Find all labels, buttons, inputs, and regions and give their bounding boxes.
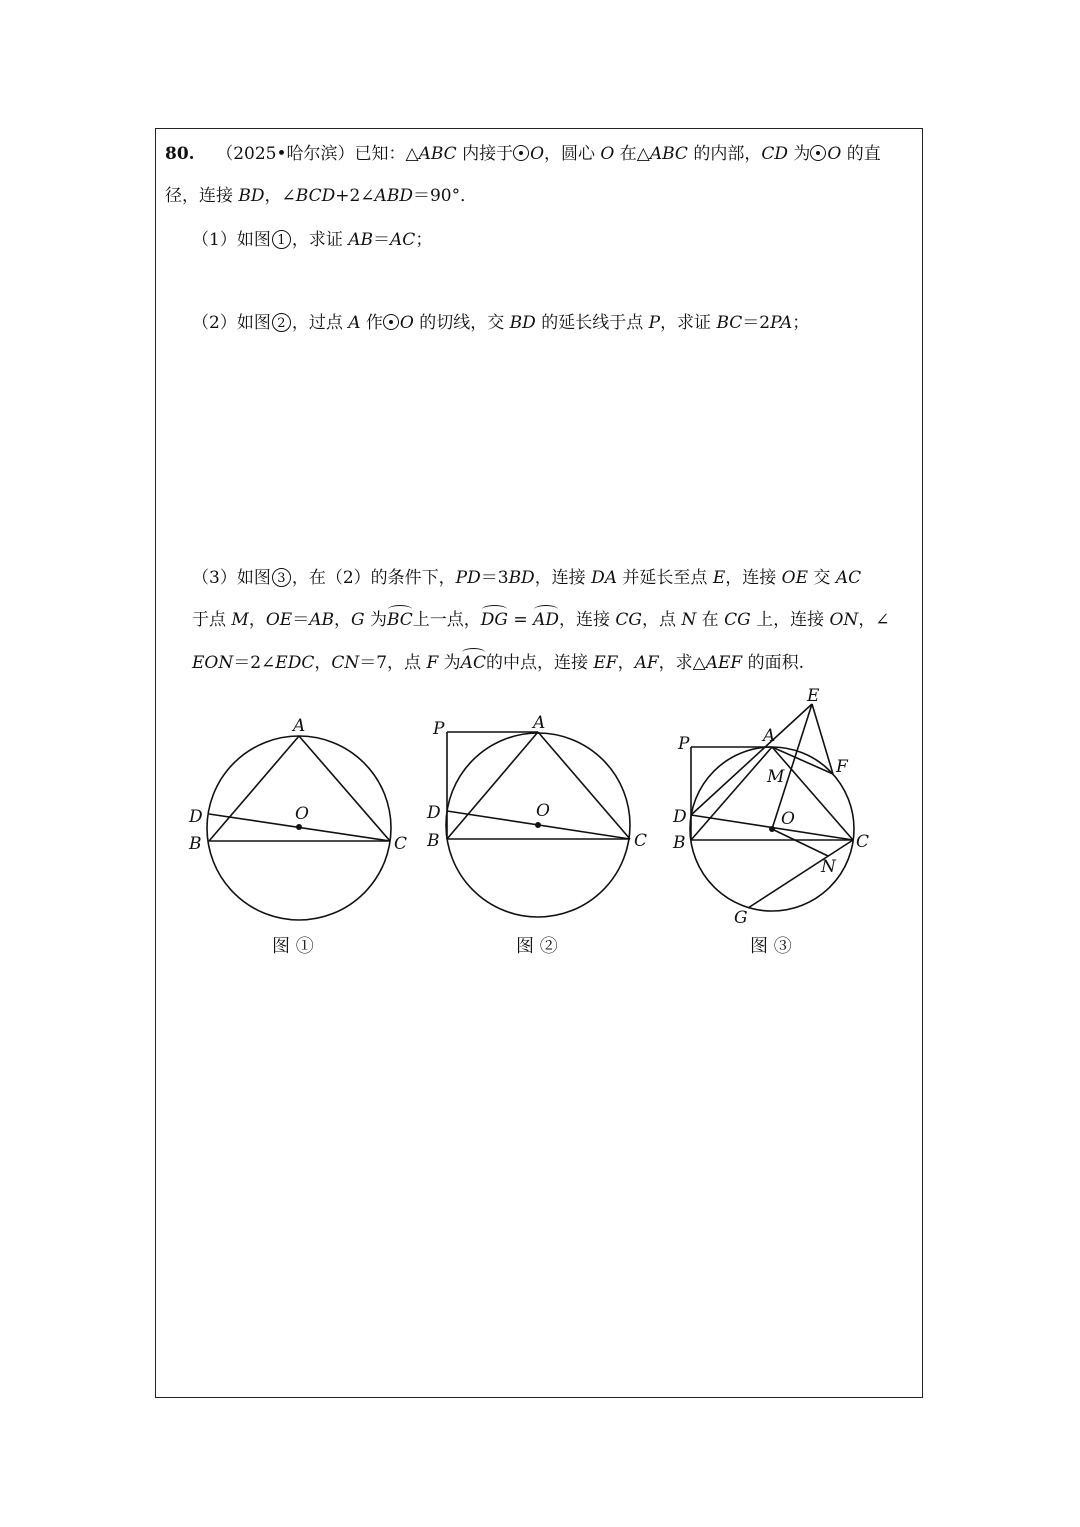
fig3-caption: 图 ③ <box>750 936 792 957</box>
fig2-label-O: O <box>536 801 550 821</box>
fig2-label-D: D <box>427 803 441 823</box>
fig1-label-B: B <box>189 834 202 854</box>
circle-dot-icon <box>810 145 826 161</box>
figure-2 <box>420 710 660 930</box>
fig2-caption: 图 ② <box>516 936 558 957</box>
fig3-label-C: C <box>856 832 870 852</box>
fig3-line-ON <box>772 829 828 856</box>
fig2-point-O <box>535 822 541 828</box>
fig3-label-F: F <box>836 757 848 777</box>
fig3-label-A: A <box>763 726 776 746</box>
problem-source: （2025•哈尔滨） <box>216 144 355 164</box>
figure-3 <box>665 686 905 935</box>
part-3-line-1: （3）如图 3 ，在（2）的条件下，PD＝3BD，连接 DA 并延长至点 E，连接 OE 交 AC <box>192 568 862 588</box>
fig3-label-M: M <box>767 767 785 787</box>
fig3-point-O <box>769 826 775 832</box>
fig2-label-A: A <box>533 713 546 733</box>
fig2-label-P: P <box>433 719 445 739</box>
circle-dot-icon <box>383 314 399 330</box>
fig3-label-D: D <box>673 807 687 827</box>
problem-number: 80. <box>165 144 195 164</box>
problem-line-1: 80. （2025•哈尔滨）已知：△ABC 内接于 O，圆心 O 在△ABC 的内部，CD 为 O 的直 <box>165 144 881 164</box>
fig3-label-P: P <box>678 734 690 754</box>
part-3-line-2: 于点 M，OE＝AB，G 为BC上一点，DG = AD，连接 CG，点 N 在 CG 上，连接 ON，∠ <box>192 610 890 630</box>
fig1-label-O: O <box>295 804 309 824</box>
fig3-line-CG <box>748 840 853 908</box>
fig1-point-O <box>296 824 302 830</box>
fig1-label-A: A <box>293 716 306 736</box>
fig1-label-D: D <box>189 807 203 827</box>
fig2-line-AC <box>538 732 630 839</box>
fig3-label-B: B <box>673 833 686 853</box>
part-1: （1）如图 1 ，求证 AB＝AC； <box>192 230 433 250</box>
circle-dot-icon <box>513 145 529 161</box>
figure-1 <box>180 710 420 930</box>
fig3-label-O: O <box>781 809 795 829</box>
fig2-label-C: C <box>634 831 648 851</box>
fig2-label-B: B <box>427 831 440 851</box>
fig3-label-G: G <box>734 908 748 928</box>
part-3-line-3: EON＝2∠EDC，CN＝7，点 F 为AC的中点，连接 EF，AF，求△AEF 的面积. <box>192 653 805 673</box>
part-2: （2）如图 2 ，过点 A 作 O 的切线，交 BD 的延长线于点 P，求证 BC＝2PA； <box>192 313 810 333</box>
fig1-label-C: C <box>394 834 408 854</box>
problem-line-2: 径，连接 BD，∠BCD+2∠ABD＝90°． <box>165 186 478 206</box>
fig1-line-AC <box>299 736 390 841</box>
fig3-label-N: N <box>821 857 836 877</box>
fig3-label-E: E <box>807 686 820 706</box>
fig1-caption: 图 ① <box>272 936 314 957</box>
